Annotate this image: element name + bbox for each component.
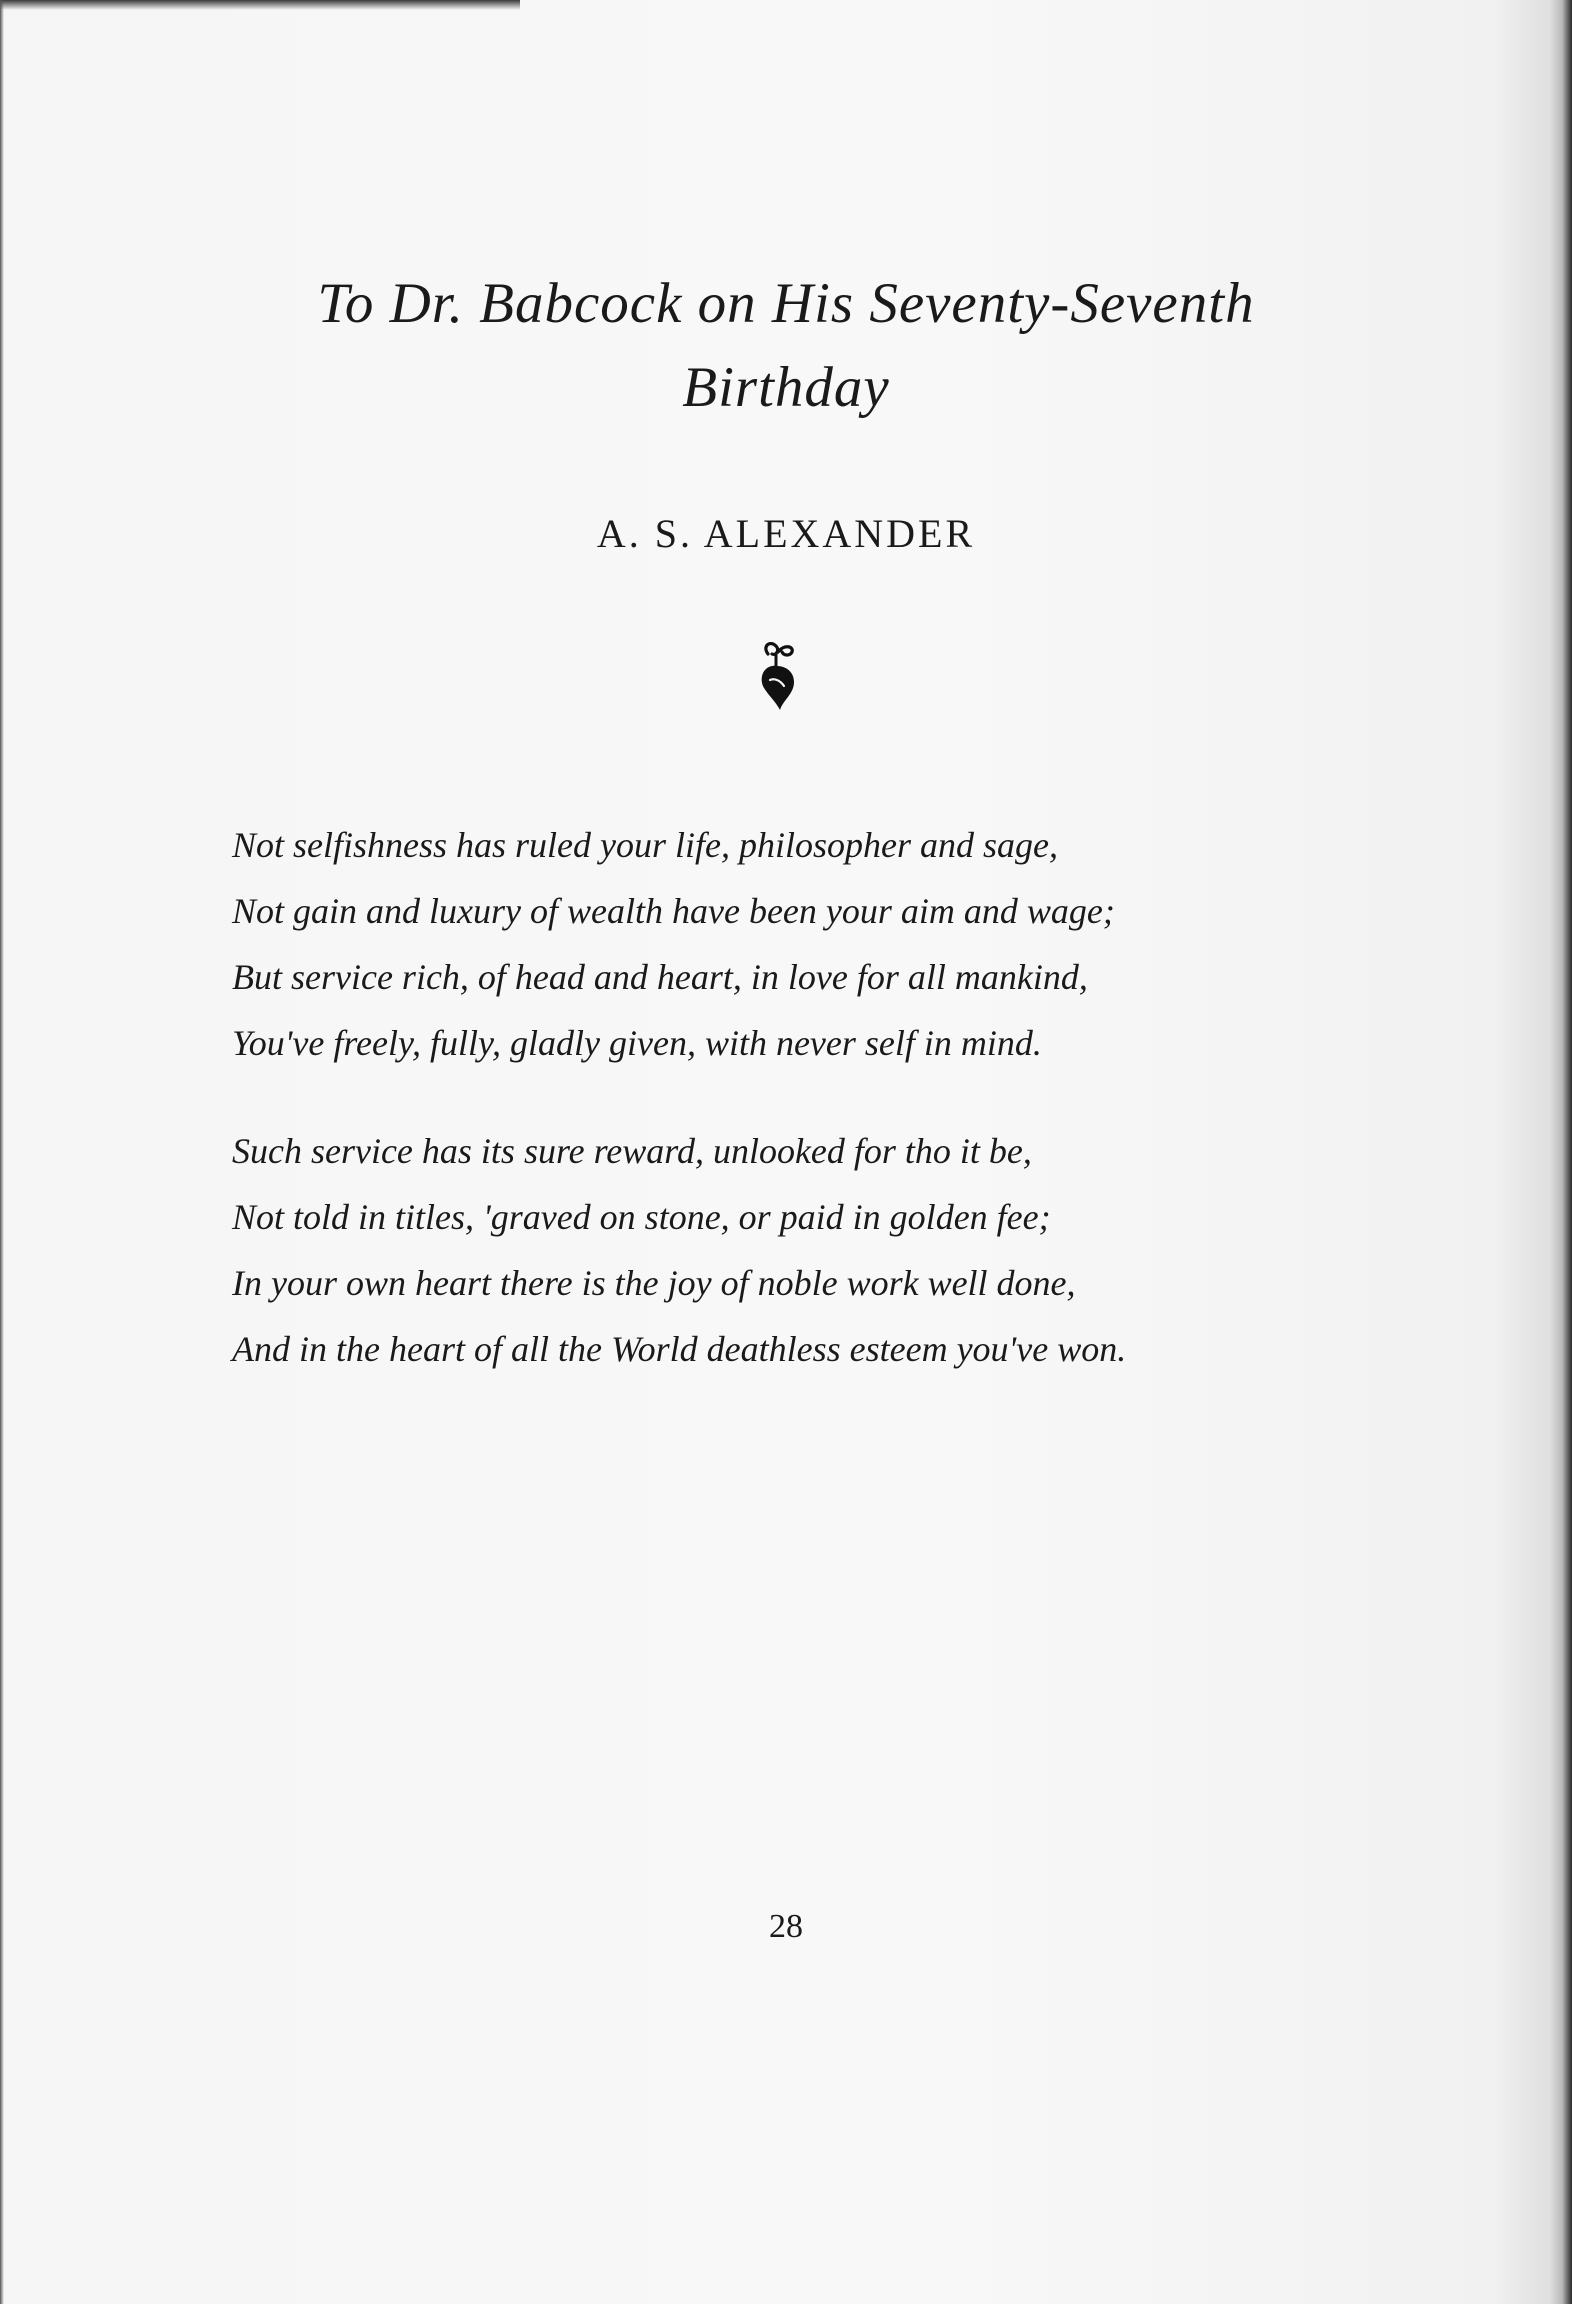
fleuron-icon <box>756 640 798 712</box>
poem-line: You've freely, fully, gladly given, with never self in mind. <box>232 1023 1042 1063</box>
poem-line: In your own heart there is the joy of noble work well done, <box>232 1263 1076 1303</box>
poem-title <box>150 262 1422 430</box>
poem-line: But service rich, of head and heart, in love for all mankind, <box>232 957 1088 997</box>
scan-edge-top <box>0 0 520 10</box>
poem-title-line-2: Birthday <box>682 356 890 419</box>
poem-body <box>232 812 1432 1424</box>
poem-stanza-1 <box>232 812 1432 1076</box>
page-number: 28 <box>769 1908 803 1945</box>
poem-line: Not told in titles, 'graved on stone, or paid in golden fee; <box>232 1197 1051 1237</box>
poem-author: A. S. ALEXANDER <box>596 511 976 556</box>
poem-line: Not gain and luxury of wealth have been your aim and wage; <box>232 891 1115 931</box>
poem-line: And in the heart of all the World deathless esteem you've won. <box>232 1329 1127 1369</box>
poem-line: Such service has its sure reward, unlooked for tho it be, <box>232 1131 1032 1171</box>
poem-stanza-2 <box>232 1118 1432 1382</box>
scan-edge-right <box>1550 0 1572 2304</box>
poem-line: Not selfishness has ruled your life, philosopher and sage, <box>232 825 1058 865</box>
scan-edge-left <box>0 0 4 2304</box>
poem-title-line-1: To Dr. Babcock on His Seventy-Seventh <box>317 272 1255 335</box>
